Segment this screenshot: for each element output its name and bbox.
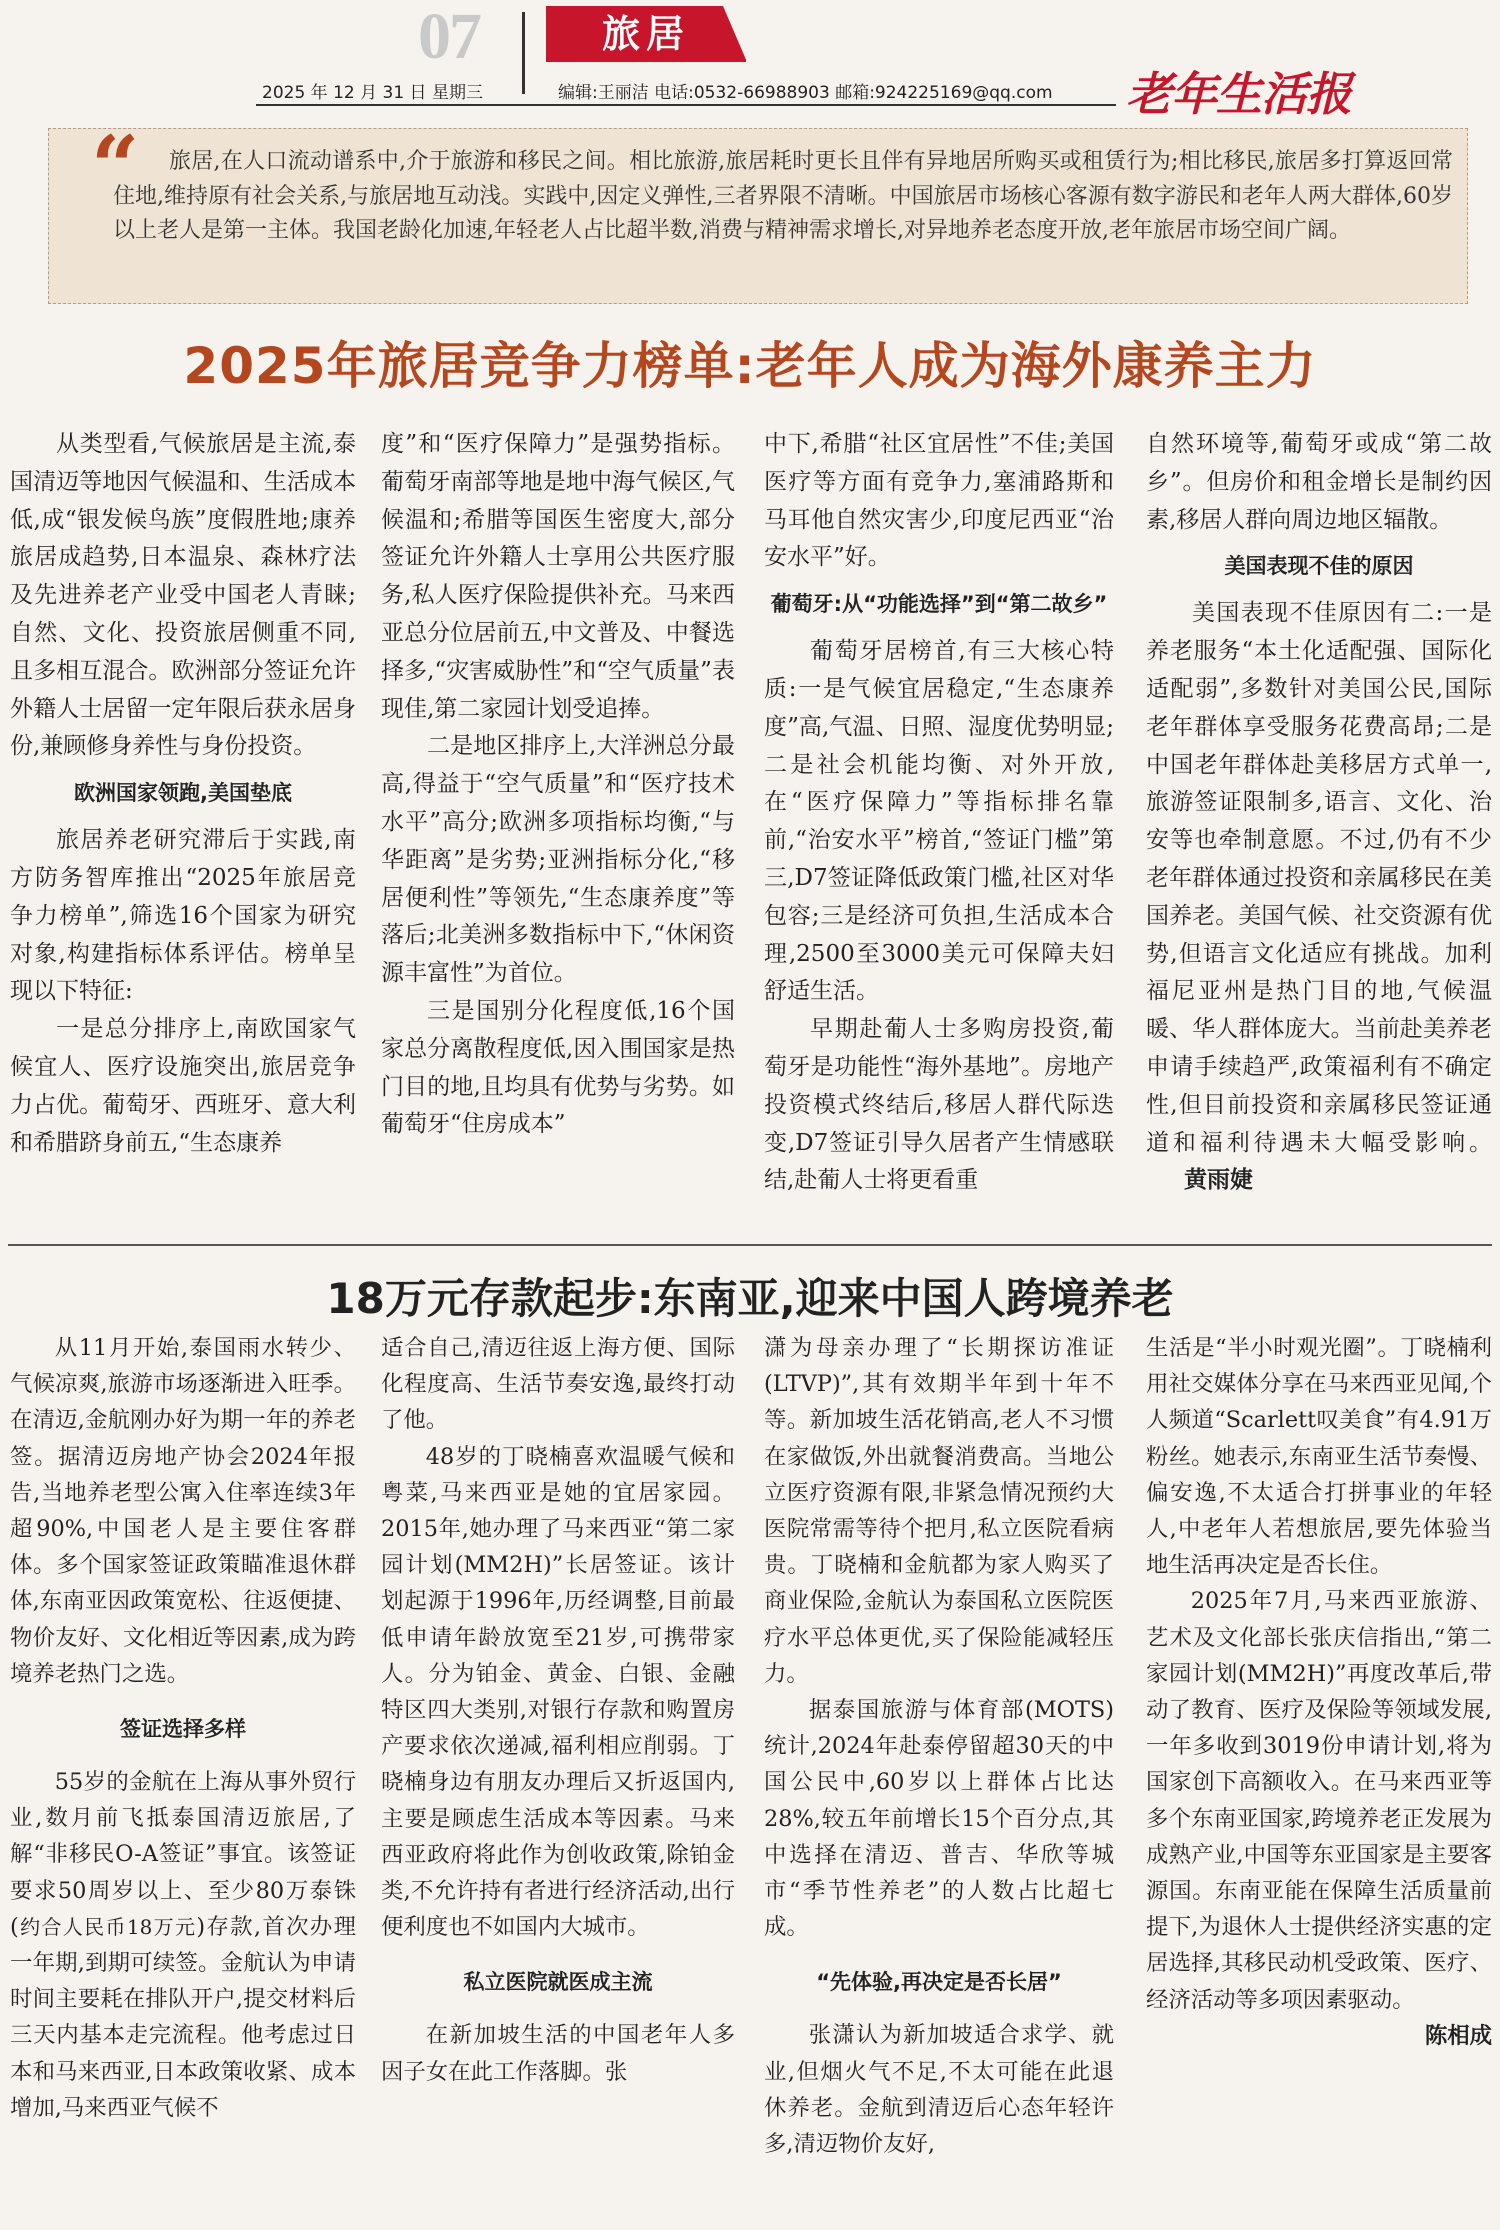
paragraph: 一是总分排序上,南欧国家气候宜人、医疗设施突出,旅居竞争力占优。葡萄牙、西班牙、意大利和希腊跻身前五,“生态康养 <box>10 1016 356 1156</box>
paragraph: 生活是“半小时观光圈”。丁晓楠利用社交媒体分享在马来西亚见闻,个人频道“Scarlett叹美食”有4.91万粉丝。她表示,东南亚生活节奏慢、偏安逸,不太适合打拼事业的年轻人,中老年人若想旅居,要先体验当地生活再决定是否长住。 <box>1146 1335 1492 1579</box>
article2-headline: 18万元存款起步:东南亚,迎来中国人跨境养老 <box>326 1274 1174 1323</box>
editor-contact-line: 编辑:王丽洁 电话:0532-66988903 邮箱:924225169@qq.com <box>558 83 1053 103</box>
paragraph: 度”和“医疗保障力”是强势指标。葡萄牙南部等地是地中海气候区,气候温和;希腊等国医生密度大,部分签证允许外籍人士享用公共医疗服务,私人医疗保险提供补充。马来西亚总分位居前五,中文普及、中餐选择多,“灾害威胁性”和“空气质量”表现佳,第二家园计划受追捧。 <box>381 431 735 722</box>
paragraph <box>1146 595 1492 1200</box>
paragraph: 三是国别分化程度低,16个国家总分离散程度低,因入围国家是热门目的地,且均具有优势与劣势。如葡萄牙“住房成本” <box>381 997 735 1138</box>
article1-column-3 <box>764 426 1114 1218</box>
intro-quote-box <box>48 117 1468 304</box>
subheading: 葡萄牙:从“功能选择”到“第二故乡” <box>770 592 1108 617</box>
paragraph-text: )存款,首次办理一年期,到期可续签。金航认为申请时间主要耗在排队开户,提交材料后三天内基本走完流程。他考虑过日本和马来西亚,日本政策收紧、成本增加,马来西亚气候不 <box>10 1913 356 2121</box>
paragraph: 旅居养老研究滞后于实践,南方防务智库推出“2025年旅居竞争力榜单”,筛选16个国家为研究对象,构建指标体系评估。榜单呈现以下特征: <box>10 827 356 1005</box>
paragraph: 据泰国旅游与体育部(MOTS)统计,2024年赴泰停留超30天的中国公民中,60岁以上群体占比达28%,较五年前增长15个百分点,其中选择在清迈、普吉、华欣等城市“季节性养老”的人数占比超七成。 <box>764 1697 1114 1941</box>
paragraph: 从类型看,气候旅居是主流,泰国清迈等地因气候温和、生活成本低,成“银发候鸟族”度假胜地;康养旅居成趋势,日本温泉、森林疗法及先进养老产业受中国老人青睐;自然、文化、投资旅居侧重不同,且多相互混合。欧洲部分签证允许外籍人士居留一定年限后获永居身份,兼顾修身养性与身份投资。 <box>10 431 356 760</box>
paragraph: 早期赴葡人士多购房投资,葡萄牙是功能性“海外基地”。房地产投资模式终结后,移居人群代际迭变,D7签证引导久居者产生情感联结,赴葡人士将更看重 <box>764 1016 1114 1194</box>
paragraph: 2025年7月,马来西亚旅游、艺术及文化部长张庆信指出,“第二家园计划(MM2H)”再度改革后,带动了教育、医疗及保险等领域发展,一年多收到3019份申请计划,将为国家创下高额收入。在马来西亚等多个东南亚国家,跨境养老正发展为成熟产业,中国等东亚国家是主要客源国。东南亚能在保障生活质量前提下,为退休人士提供经济实惠的定居选择,其移民动机受政策、医疗、经济活动等多项因素驱动。 <box>1146 1588 1492 2013</box>
paragraph: 二是地区排序上,大洋洲总分最高,得益于“空气质量”和“医疗技术水平”高分;欧洲多项指标均衡,“与华距离”是劣势;亚洲指标分化,“移居便利性”等领先,“生态康养度”等落后;北美洲多数指标中下,“休闲资源丰富性”为首位。 <box>381 733 735 987</box>
page-number: 07 <box>418 0 480 73</box>
paragraph: 中下,希腊“社区宜居性”不佳;美国医疗等方面有竞争力,塞浦路斯和马耳他自然灾害少,印度尼西亚“治安水平”好。 <box>764 431 1114 571</box>
masthead-rule <box>256 104 1116 106</box>
article1-column-1 <box>10 426 356 1218</box>
article2-column-3 <box>764 1330 1114 2230</box>
author-byline: 陈相成 <box>1424 2022 1492 2049</box>
paragraph-text: 55岁的金航在上海从事外贸行业,数月前飞抵泰国清迈旅居,了解“非移民O-A签证”事宜。该签证要求50周岁以上、至少80万泰铢( <box>10 1769 356 1940</box>
paragraph: 从11月开始,泰国雨水转少、气候凉爽,旅游市场逐渐进入旺季。在清迈,金航刚办好为期一年的养老签。据清迈房地产协会2024年报告,当地养老型公寓入住率连续3年超90%,中国老人是主要住客群体。多个国家签证政策瞄准退休群体,东南亚因政策宽松、往返便捷、物价友好、文化相近等因素,成为跨境养老热门之选。 <box>10 1335 356 1687</box>
section-tag: 旅居 <box>546 6 746 62</box>
article1-column-4 <box>1146 426 1492 1218</box>
paragraph: 48岁的丁晓楠喜欢温暖气候和粤菜,马来西亚是她的宜居家园。2015年,她办理了马来西亚“第二家园计划(MM2H)”长居签证。该计划起源于1996年,历经调整,目前最低申请年龄放宽至21岁,可携带家人。分为铂金、黄金、白银、金融特区四大类别,对银行存款和购置房产要求依次递减,福利相应削弱。丁晓楠身边有朋友办理后又折返国内,主要是顾虑生活成本等因素。马来西亚政府将此作为创收政策,除铂金类,不允许持有者进行经济活动,出行便利度也不如国内大城市。 <box>381 1443 735 1941</box>
paragraph: 自然环境等,葡萄牙或成“第二故乡”。但房价和租金增长是制约因素,移居人群向周边地区辐散。 <box>1146 431 1492 533</box>
paragraph: 潇为母亲办理了“长期探访准证(LTVP)”,其有效期半年到十年不等。新加坡生活花销高,老人不习惯在家做饭,外出就餐消费高。当地公立医疗资源有限,非紧急情况预约大医院常需等待个把月,私立医院看病贵。丁晓楠和金航都为家人购买了商业保险,金航认为泰国私立医院医疗水平总体更优,买了保险能减轻压力。 <box>764 1335 1114 1687</box>
article2-column-4 <box>1146 1330 1492 2230</box>
date-line: 2025 年 12 月 31 日 星期三 <box>262 83 483 103</box>
article2-column-2 <box>381 1330 735 2230</box>
masthead-divider <box>522 12 525 94</box>
article2-column-1 <box>10 1330 356 2230</box>
paragraph <box>10 1764 356 2126</box>
author-byline: 黄雨婕 <box>1184 1167 1253 1194</box>
intro-quote-text: 旅居,在人口流动谱系中,介于旅游和移民之间。相比旅游,旅居耗时更长且伴有异地居所购买或租赁行为;相比移民,旅居多打算返回常住地,维持原有社会关系,与旅居地互动浅。实践中,因定义弹性,三者界限不清晰。中国旅居市场核心客源有数字游民和老年人两大群体,60岁以上老人是第一主体。我国老龄化加速,年轻老人占比超半数,消费与精神需求增长,对异地养老态度开放,老年旅居市场空间广阔。 <box>113 149 1453 243</box>
paragraph: 在新加坡生活的中国老年人多因子女在此工作落脚。张 <box>381 2022 735 2085</box>
subheading: “先体验,再决定是否长居” <box>816 1970 1062 1995</box>
subheading: 私立医院就医成主流 <box>463 1970 653 1995</box>
subheading: 美国表现不佳的原因 <box>1224 554 1414 579</box>
section-divider <box>8 1244 1492 1246</box>
subheading: 签证选择多样 <box>120 1717 246 1742</box>
newspaper-logo: 老年生活报 <box>1126 67 1351 121</box>
article1-column-2 <box>381 426 735 1218</box>
parenthetical-note: 约合人民币18万元 <box>18 1914 197 1939</box>
quote-mark-icon: “ <box>91 117 140 216</box>
paragraph-text: 美国表现不佳原因有二:一是养老服务“本土化适配强、国际化适配弱”,多数针对美国公民,国际老年群体享受服务花费高昂;二是中国老年群体赴美移居方式单一,旅游签证限制多,语言、文化、治安等也牵制意愿。不过,仍有不少老年群体通过投资和亲属移民在美国养老。美国气候、社交资源有优势,但语言文化适应有挑战。加利福尼亚州是热门目的地,气候温暖、华人群体庞大。当前赴美养老申请手续趋严,政策福利有不确定性,但目前投资和亲属移民签证通道和福利待遇未大幅受影响。 <box>1146 600 1492 1156</box>
subheading: 欧洲国家领跑,美国垫底 <box>74 781 292 806</box>
paragraph: 适合自己,清迈往返上海方便、国际化程度高、生活节奏安逸,最终打动了他。 <box>381 1335 735 1434</box>
article1-headline: 2025年旅居竞争力榜单:老年人成为海外康养主力 <box>183 337 1317 395</box>
paragraph: 张潇认为新加坡适合求学、就业,但烟火气不足,不太可能在此退休养老。金航到清迈后心态年轻许多,清迈物价友好, <box>764 2022 1114 2158</box>
paragraph: 葡萄牙居榜首,有三大核心特质:一是气候宜居稳定,“生态康养度”高,气温、日照、湿度优势明显;二是社会机能均衡、对外开放,在“医疗保障力”等指标排名靠前,“治安水平”榜首,“签证门槛”第三,D7签证降低政策门槛,社区对华包容;三是经济可负担,生活成本合理,2500至3000美元可保障夫妇舒适生活。 <box>764 638 1114 1005</box>
